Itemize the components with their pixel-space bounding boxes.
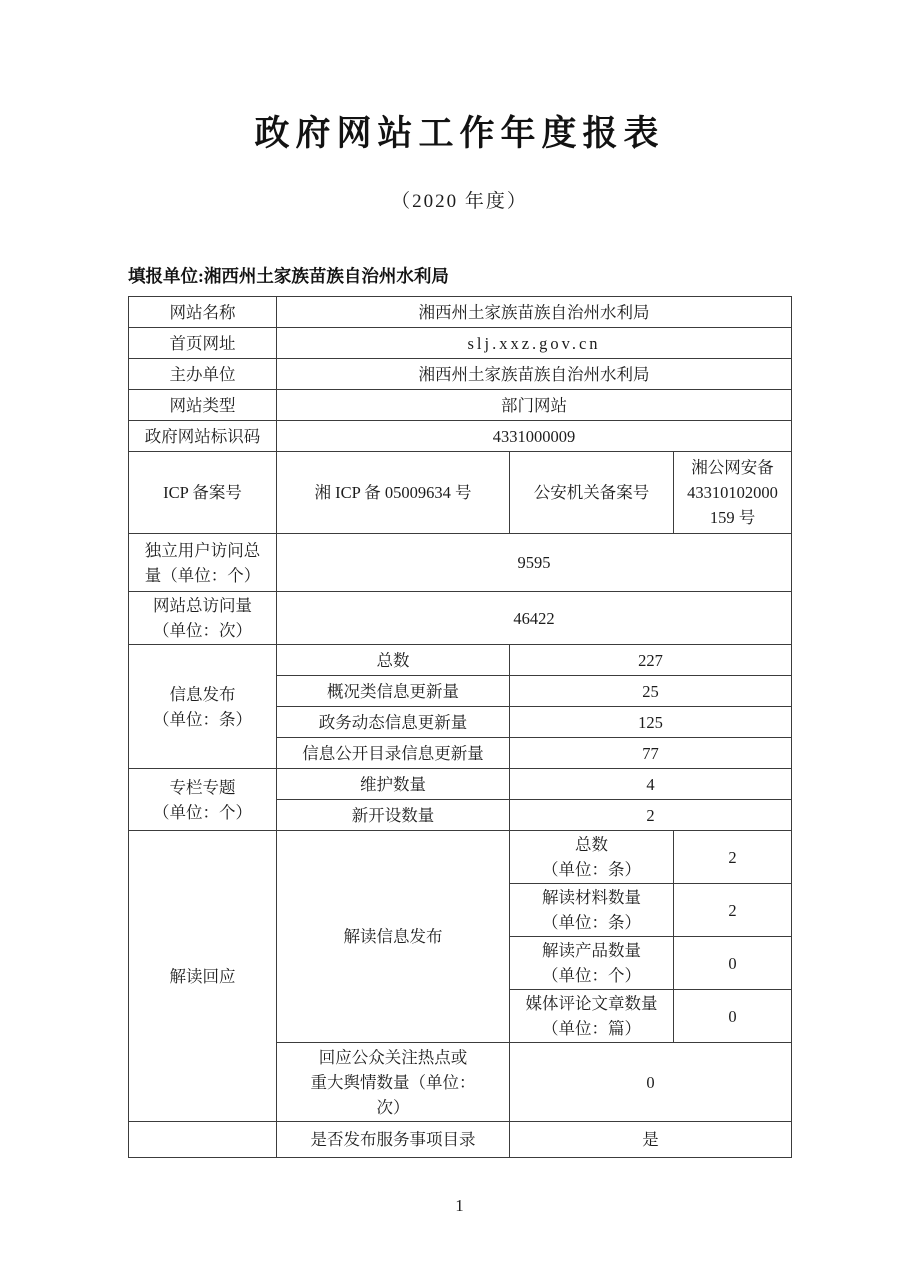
site-name-label: 网站名称 [129,297,277,328]
info-publish-total-value: 227 [510,645,792,676]
interpretation-publish-label: 解读信息发布 [277,831,510,1043]
info-publish-catalog-label: 信息公开目录信息更新量 [277,738,510,769]
table-row [129,421,792,452]
info-publish-group-label: 信息发布 （单位：条） [129,645,277,769]
site-type-label: 网站类型 [129,390,277,421]
site-id-value: 4331000009 [277,421,792,452]
table-row [129,592,792,645]
police-record-value: 湘公网安备 43310102000 159 号 [674,452,792,534]
hotspot-value: 0 [510,1043,792,1122]
page-number: 1 [455,1196,464,1215]
table-row [129,297,792,328]
police-record-label: 公安机关备案号 [510,452,674,534]
table-row [129,359,792,390]
columns-new-value: 2 [510,800,792,831]
table-row [129,534,792,592]
info-publish-overview-label: 概况类信息更新量 [277,676,510,707]
home-url-label: 首页网址 [129,328,277,359]
table-row [129,645,792,676]
interp-materials-value: 2 [674,884,792,937]
table-row [129,1122,792,1158]
unique-visitors-label: 独立用户访问总 量（单位：个） [129,534,277,592]
columns-new-label: 新开设数量 [277,800,510,831]
icp-label: ICP 备案号 [129,452,277,534]
info-publish-dynamics-value: 125 [510,707,792,738]
interpretation-group-label: 解读回应 [129,831,277,1122]
interp-total-label: 总数 （单位：条） [510,831,674,884]
table-row [129,831,792,884]
unique-visitors-value: 9595 [277,534,792,592]
interp-materials-label: 解读材料数量 （单位：条） [510,884,674,937]
page-subtitle: （2020 年度） [391,191,528,212]
interp-products-value: 0 [674,937,792,990]
total-visits-label: 网站总访问量 （单位：次） [129,592,277,645]
service-catalog-label: 是否发布服务事项目录 [277,1122,510,1158]
empty-cell [129,1122,277,1158]
organizer-value: 湘西州土家族苗族自治州水利局 [277,359,792,390]
table-row [129,452,792,534]
info-publish-dynamics-label: 政务动态信息更新量 [277,707,510,738]
site-name-value: 湘西州土家族苗族自治州水利局 [277,297,792,328]
table-row [129,769,792,800]
organizer-label: 主办单位 [129,359,277,390]
columns-maintained-label: 维护数量 [277,769,510,800]
interp-products-label: 解读产品数量 （单位：个） [510,937,674,990]
interp-media-value: 0 [674,990,792,1043]
site-type-value: 部门网站 [277,390,792,421]
icp-value: 湘 ICP 备 05009634 号 [277,452,510,534]
service-catalog-value: 是 [510,1122,792,1158]
info-publish-catalog-value: 77 [510,738,792,769]
site-id-label: 政府网站标识码 [129,421,277,452]
columns-topics-group-label: 专栏专题 （单位：个） [129,769,277,831]
report-sheet [128,0,791,1216]
interp-media-label: 媒体评论文章数量 （单位：篇） [510,990,674,1043]
total-visits-value: 46422 [277,592,792,645]
annual-report-table [128,296,792,1158]
interp-total-value: 2 [674,831,792,884]
info-publish-overview-value: 25 [510,676,792,707]
info-publish-total-label: 总数 [277,645,510,676]
columns-maintained-value: 4 [510,769,792,800]
table-row [129,390,792,421]
home-url-value: slj.xxz.gov.cn [277,328,792,359]
report-unit-label: 填报单位:湘西州土家族苗族自治州水利局 [128,266,449,286]
table-row [129,328,792,359]
hotspot-label: 回应公众关注热点或 重大舆情数量（单位： 次） [277,1043,510,1122]
page-title: 政府网站工作年度报表 [254,114,665,153]
